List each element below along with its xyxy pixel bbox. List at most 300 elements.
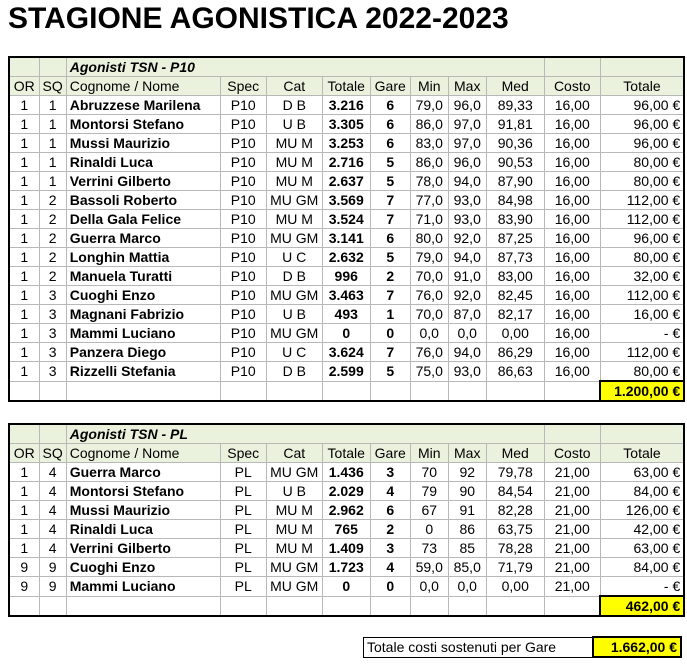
med-cell[interactable]: 87,73 (486, 248, 544, 267)
costo-cell[interactable]: 16,00 (544, 286, 600, 305)
cat-cell[interactable]: MU GM (266, 463, 322, 482)
gare-cell[interactable]: 7 (370, 286, 410, 305)
table-row[interactable] (9, 248, 684, 267)
cat-cell[interactable]: MU GM (266, 286, 322, 305)
costo-cell[interactable]: 21,00 (544, 539, 600, 558)
cell[interactable] (600, 57, 684, 77)
max-cell[interactable]: 93,0 (448, 191, 486, 210)
or-cell[interactable]: 1 (9, 267, 39, 286)
cat-cell[interactable]: MU M (266, 134, 322, 153)
total-eur-cell[interactable]: 80,00 € (600, 362, 684, 382)
cat-cell[interactable]: U B (266, 305, 322, 324)
med-cell[interactable]: 89,33 (486, 96, 544, 115)
cat-cell[interactable]: MU GM (266, 191, 322, 210)
min-cell[interactable]: 67 (410, 501, 448, 520)
gare-cell[interactable]: 4 (370, 558, 410, 577)
name-cell[interactable]: Mussi Maurizio (66, 134, 220, 153)
name-cell[interactable]: Longhin Mattia (66, 248, 220, 267)
spec-cell[interactable]: P10 (220, 134, 266, 153)
cell[interactable] (600, 424, 684, 444)
totale-cell[interactable]: 2.029 (322, 482, 370, 501)
gare-cell[interactable]: 3 (370, 463, 410, 482)
cell[interactable] (544, 381, 600, 401)
table-row[interactable] (9, 482, 684, 501)
or-cell[interactable]: 1 (9, 520, 39, 539)
gare-cell[interactable]: 0 (370, 577, 410, 597)
sq-cell[interactable]: 1 (39, 153, 66, 172)
max-cell[interactable]: 94,0 (448, 172, 486, 191)
cell[interactable] (486, 596, 544, 616)
or-cell[interactable]: 1 (9, 153, 39, 172)
med-cell[interactable]: 63,75 (486, 520, 544, 539)
max-cell[interactable]: 90 (448, 482, 486, 501)
total-eur-cell[interactable]: 42,00 € (600, 520, 684, 539)
cell[interactable] (66, 596, 220, 616)
max-cell[interactable]: 92,0 (448, 229, 486, 248)
cat-cell[interactable]: MU GM (266, 558, 322, 577)
med-cell[interactable]: 79,78 (486, 463, 544, 482)
cell[interactable] (448, 596, 486, 616)
gare-cell[interactable]: 6 (370, 115, 410, 134)
totale-cell[interactable]: 996 (322, 267, 370, 286)
cell[interactable] (220, 596, 266, 616)
table-row[interactable] (9, 210, 684, 229)
min-cell[interactable]: 75,0 (410, 362, 448, 382)
totale-cell[interactable]: 3.463 (322, 286, 370, 305)
max-cell[interactable]: 85,0 (448, 558, 486, 577)
spec-cell[interactable]: PL (220, 501, 266, 520)
costo-cell[interactable]: 16,00 (544, 362, 600, 382)
min-cell[interactable]: 86,0 (410, 115, 448, 134)
min-cell[interactable]: 79,0 (410, 96, 448, 115)
name-cell[interactable]: Verrini Gilberto (66, 172, 220, 191)
total-eur-cell[interactable]: - € (600, 577, 684, 597)
gare-cell[interactable]: 2 (370, 520, 410, 539)
sq-cell[interactable]: 2 (39, 267, 66, 286)
cell[interactable] (9, 57, 39, 77)
table-row[interactable] (9, 229, 684, 248)
med-cell[interactable]: 84,54 (486, 482, 544, 501)
cell[interactable] (39, 424, 66, 444)
gare-cell[interactable]: 6 (370, 134, 410, 153)
total-eur-cell[interactable]: 16,00 € (600, 305, 684, 324)
med-cell[interactable]: 90,53 (486, 153, 544, 172)
total-eur-cell[interactable]: - € (600, 324, 684, 343)
med-cell[interactable]: 86,63 (486, 362, 544, 382)
min-cell[interactable]: 83,0 (410, 134, 448, 153)
gare-cell[interactable]: 6 (370, 96, 410, 115)
min-cell[interactable]: 71,0 (410, 210, 448, 229)
or-cell[interactable]: 1 (9, 172, 39, 191)
max-cell[interactable]: 0,0 (448, 324, 486, 343)
spec-cell[interactable]: P10 (220, 172, 266, 191)
name-cell[interactable]: Mammi Luciano (66, 324, 220, 343)
table-row[interactable] (9, 305, 684, 324)
gare-cell[interactable]: 6 (370, 229, 410, 248)
spec-cell[interactable]: PL (220, 463, 266, 482)
costo-cell[interactable]: 16,00 (544, 191, 600, 210)
spec-cell[interactable]: P10 (220, 324, 266, 343)
or-cell[interactable]: 1 (9, 305, 39, 324)
totale-cell[interactable]: 0 (322, 577, 370, 597)
totale-cell[interactable]: 2.632 (322, 248, 370, 267)
spec-cell[interactable]: PL (220, 539, 266, 558)
table-row[interactable] (9, 343, 684, 362)
max-cell[interactable]: 92 (448, 463, 486, 482)
or-cell[interactable]: 1 (9, 286, 39, 305)
costo-cell[interactable]: 16,00 (544, 343, 600, 362)
cat-cell[interactable]: MU M (266, 501, 322, 520)
cat-cell[interactable]: MU M (266, 210, 322, 229)
med-cell[interactable]: 91,81 (486, 115, 544, 134)
sq-cell[interactable]: 4 (39, 501, 66, 520)
cell[interactable] (322, 596, 370, 616)
gare-cell[interactable]: 3 (370, 539, 410, 558)
costo-cell[interactable]: 16,00 (544, 134, 600, 153)
table-row[interactable] (9, 134, 684, 153)
gare-cell[interactable]: 7 (370, 343, 410, 362)
min-cell[interactable]: 86,0 (410, 153, 448, 172)
or-cell[interactable]: 9 (9, 558, 39, 577)
gare-cell[interactable]: 6 (370, 501, 410, 520)
min-cell[interactable]: 70,0 (410, 305, 448, 324)
table-row[interactable] (9, 96, 684, 115)
max-cell[interactable]: 93,0 (448, 210, 486, 229)
table-row[interactable] (9, 501, 684, 520)
cell[interactable] (39, 596, 66, 616)
or-cell[interactable]: 1 (9, 115, 39, 134)
name-cell[interactable]: Manuela Turatti (66, 267, 220, 286)
spec-cell[interactable]: P10 (220, 210, 266, 229)
total-eur-cell[interactable]: 80,00 € (600, 248, 684, 267)
sq-cell[interactable]: 9 (39, 577, 66, 597)
totale-cell[interactable]: 1.436 (322, 463, 370, 482)
sq-cell[interactable]: 4 (39, 520, 66, 539)
name-cell[interactable]: Rinaldi Luca (66, 153, 220, 172)
med-cell[interactable]: 87,25 (486, 229, 544, 248)
cat-cell[interactable]: MU M (266, 539, 322, 558)
cell[interactable] (322, 381, 370, 401)
or-cell[interactable]: 1 (9, 539, 39, 558)
table-row[interactable] (9, 463, 684, 482)
costo-cell[interactable]: 21,00 (544, 577, 600, 597)
or-cell[interactable]: 1 (9, 362, 39, 382)
name-cell[interactable]: Della Gala Felice (66, 210, 220, 229)
sq-cell[interactable]: 1 (39, 134, 66, 153)
name-cell[interactable]: Cuoghi Enzo (66, 558, 220, 577)
totale-cell[interactable]: 2.962 (322, 501, 370, 520)
spec-cell[interactable]: PL (220, 577, 266, 597)
min-cell[interactable]: 70 (410, 463, 448, 482)
med-cell[interactable]: 83,90 (486, 210, 544, 229)
name-cell[interactable]: Verrini Gilberto (66, 539, 220, 558)
costo-cell[interactable]: 16,00 (544, 229, 600, 248)
total-eur-cell[interactable]: 96,00 € (600, 96, 684, 115)
costo-cell[interactable]: 16,00 (544, 324, 600, 343)
gare-cell[interactable]: 2 (370, 267, 410, 286)
min-cell[interactable]: 79 (410, 482, 448, 501)
spec-cell[interactable]: P10 (220, 96, 266, 115)
or-cell[interactable]: 1 (9, 324, 39, 343)
table-row[interactable] (9, 286, 684, 305)
med-cell[interactable]: 0,00 (486, 324, 544, 343)
sq-cell[interactable]: 1 (39, 172, 66, 191)
min-cell[interactable]: 76,0 (410, 286, 448, 305)
total-eur-cell[interactable]: 63,00 € (600, 539, 684, 558)
table-row[interactable] (9, 267, 684, 286)
table-row[interactable] (9, 558, 684, 577)
max-cell[interactable]: 0,0 (448, 577, 486, 597)
min-cell[interactable]: 73 (410, 539, 448, 558)
max-cell[interactable]: 96,0 (448, 153, 486, 172)
or-cell[interactable]: 1 (9, 248, 39, 267)
costo-cell[interactable]: 16,00 (544, 248, 600, 267)
gare-cell[interactable]: 7 (370, 191, 410, 210)
min-cell[interactable]: 76,0 (410, 343, 448, 362)
max-cell[interactable]: 87,0 (448, 305, 486, 324)
totale-cell[interactable]: 3.253 (322, 134, 370, 153)
total-eur-cell[interactable]: 96,00 € (600, 134, 684, 153)
spec-cell[interactable]: PL (220, 520, 266, 539)
gare-cell[interactable]: 7 (370, 210, 410, 229)
med-cell[interactable]: 71,79 (486, 558, 544, 577)
sq-cell[interactable]: 2 (39, 210, 66, 229)
max-cell[interactable]: 91 (448, 501, 486, 520)
cell[interactable] (266, 596, 322, 616)
or-cell[interactable]: 1 (9, 134, 39, 153)
name-cell[interactable]: Montorsi Stefano (66, 482, 220, 501)
totale-cell[interactable]: 3.216 (322, 96, 370, 115)
cat-cell[interactable]: MU GM (266, 577, 322, 597)
cell[interactable] (266, 381, 322, 401)
totale-cell[interactable]: 765 (322, 520, 370, 539)
sq-cell[interactable]: 4 (39, 482, 66, 501)
table-row[interactable] (9, 115, 684, 134)
gare-cell[interactable]: 5 (370, 362, 410, 382)
min-cell[interactable]: 80,0 (410, 229, 448, 248)
table-row[interactable] (9, 577, 684, 597)
cat-cell[interactable]: D B (266, 96, 322, 115)
gare-cell[interactable]: 5 (370, 248, 410, 267)
cat-cell[interactable]: D B (266, 267, 322, 286)
totale-cell[interactable]: 3.524 (322, 210, 370, 229)
max-cell[interactable]: 92,0 (448, 286, 486, 305)
cat-cell[interactable]: MU M (266, 153, 322, 172)
min-cell[interactable]: 77,0 (410, 191, 448, 210)
sq-cell[interactable]: 2 (39, 191, 66, 210)
table-row[interactable] (9, 191, 684, 210)
costo-cell[interactable]: 16,00 (544, 172, 600, 191)
cell[interactable] (486, 381, 544, 401)
cell[interactable] (9, 424, 39, 444)
min-cell[interactable]: 0 (410, 520, 448, 539)
name-cell[interactable]: Abruzzese Marilena (66, 96, 220, 115)
totale-cell[interactable]: 3.569 (322, 191, 370, 210)
max-cell[interactable]: 94,0 (448, 248, 486, 267)
med-cell[interactable]: 82,17 (486, 305, 544, 324)
total-eur-cell[interactable]: 96,00 € (600, 115, 684, 134)
cell[interactable] (66, 381, 220, 401)
max-cell[interactable]: 97,0 (448, 115, 486, 134)
max-cell[interactable]: 96,0 (448, 96, 486, 115)
cat-cell[interactable]: U C (266, 343, 322, 362)
total-eur-cell[interactable]: 112,00 € (600, 191, 684, 210)
spec-cell[interactable]: P10 (220, 191, 266, 210)
med-cell[interactable]: 90,36 (486, 134, 544, 153)
min-cell[interactable]: 70,0 (410, 267, 448, 286)
total-eur-cell[interactable]: 112,00 € (600, 343, 684, 362)
totale-cell[interactable]: 3.141 (322, 229, 370, 248)
table-row[interactable] (9, 172, 684, 191)
max-cell[interactable]: 93,0 (448, 362, 486, 382)
spec-cell[interactable]: P10 (220, 305, 266, 324)
name-cell[interactable]: Panzera Diego (66, 343, 220, 362)
name-cell[interactable]: Cuoghi Enzo (66, 286, 220, 305)
spec-cell[interactable]: P10 (220, 362, 266, 382)
totale-cell[interactable]: 3.624 (322, 343, 370, 362)
med-cell[interactable]: 0,00 (486, 577, 544, 597)
med-cell[interactable]: 84,98 (486, 191, 544, 210)
spec-cell[interactable]: P10 (220, 248, 266, 267)
or-cell[interactable]: 1 (9, 343, 39, 362)
total-eur-cell[interactable]: 112,00 € (600, 210, 684, 229)
cat-cell[interactable]: MU GM (266, 229, 322, 248)
table-row[interactable] (9, 362, 684, 382)
costo-cell[interactable]: 16,00 (544, 267, 600, 286)
sq-cell[interactable]: 4 (39, 463, 66, 482)
or-cell[interactable]: 1 (9, 96, 39, 115)
spec-cell[interactable]: P10 (220, 115, 266, 134)
or-cell[interactable]: 1 (9, 463, 39, 482)
sq-cell[interactable]: 4 (39, 539, 66, 558)
med-cell[interactable]: 87,90 (486, 172, 544, 191)
med-cell[interactable]: 83,00 (486, 267, 544, 286)
min-cell[interactable]: 79,0 (410, 248, 448, 267)
name-cell[interactable]: Montorsi Stefano (66, 115, 220, 134)
cell[interactable] (448, 381, 486, 401)
or-cell[interactable]: 9 (9, 577, 39, 597)
med-cell[interactable]: 86,29 (486, 343, 544, 362)
sq-cell[interactable]: 3 (39, 305, 66, 324)
table-row[interactable] (9, 153, 684, 172)
sq-cell[interactable]: 2 (39, 229, 66, 248)
min-cell[interactable]: 78,0 (410, 172, 448, 191)
totale-cell[interactable]: 2.637 (322, 172, 370, 191)
name-cell[interactable]: Rinaldi Luca (66, 520, 220, 539)
costo-cell[interactable]: 21,00 (544, 463, 600, 482)
costo-cell[interactable]: 16,00 (544, 153, 600, 172)
cell[interactable] (370, 596, 410, 616)
or-cell[interactable]: 1 (9, 191, 39, 210)
sq-cell[interactable]: 1 (39, 96, 66, 115)
costo-cell[interactable]: 21,00 (544, 520, 600, 539)
gare-cell[interactable]: 1 (370, 305, 410, 324)
cat-cell[interactable]: MU M (266, 172, 322, 191)
min-cell[interactable]: 59,0 (410, 558, 448, 577)
max-cell[interactable]: 94,0 (448, 343, 486, 362)
cat-cell[interactable]: U C (266, 248, 322, 267)
sq-cell[interactable]: 3 (39, 362, 66, 382)
cell[interactable] (39, 57, 66, 77)
cat-cell[interactable]: MU M (266, 520, 322, 539)
name-cell[interactable]: Mussi Maurizio (66, 501, 220, 520)
total-eur-cell[interactable]: 112,00 € (600, 286, 684, 305)
totale-cell[interactable]: 0 (322, 324, 370, 343)
name-cell[interactable]: Magnani Fabrizio (66, 305, 220, 324)
max-cell[interactable]: 91,0 (448, 267, 486, 286)
totale-cell[interactable]: 2.716 (322, 153, 370, 172)
name-cell[interactable]: Bassoli Roberto (66, 191, 220, 210)
gare-cell[interactable]: 5 (370, 153, 410, 172)
total-eur-cell[interactable]: 63,00 € (600, 463, 684, 482)
totale-cell[interactable]: 493 (322, 305, 370, 324)
sq-cell[interactable]: 2 (39, 248, 66, 267)
spec-cell[interactable]: PL (220, 558, 266, 577)
or-cell[interactable]: 1 (9, 210, 39, 229)
name-cell[interactable]: Guerra Marco (66, 463, 220, 482)
name-cell[interactable]: Rizzelli Stefania (66, 362, 220, 382)
table-row[interactable] (9, 520, 684, 539)
total-eur-cell[interactable]: 32,00 € (600, 267, 684, 286)
gare-cell[interactable]: 4 (370, 482, 410, 501)
cell[interactable] (39, 381, 66, 401)
spec-cell[interactable]: PL (220, 482, 266, 501)
costo-cell[interactable]: 21,00 (544, 558, 600, 577)
med-cell[interactable]: 82,45 (486, 286, 544, 305)
sq-cell[interactable]: 3 (39, 286, 66, 305)
max-cell[interactable]: 86 (448, 520, 486, 539)
costo-cell[interactable]: 16,00 (544, 115, 600, 134)
cell[interactable] (220, 381, 266, 401)
min-cell[interactable]: 0,0 (410, 324, 448, 343)
totale-cell[interactable]: 2.599 (322, 362, 370, 382)
max-cell[interactable]: 85 (448, 539, 486, 558)
spec-cell[interactable]: P10 (220, 286, 266, 305)
cell[interactable] (544, 57, 600, 77)
table-row[interactable] (9, 539, 684, 558)
spec-cell[interactable]: P10 (220, 153, 266, 172)
spec-cell[interactable]: P10 (220, 267, 266, 286)
cat-cell[interactable]: MU GM (266, 324, 322, 343)
totale-cell[interactable]: 3.305 (322, 115, 370, 134)
cell[interactable] (9, 381, 39, 401)
cell[interactable] (9, 596, 39, 616)
sq-cell[interactable]: 3 (39, 324, 66, 343)
med-cell[interactable]: 82,28 (486, 501, 544, 520)
cell[interactable] (544, 424, 600, 444)
costo-cell[interactable]: 16,00 (544, 305, 600, 324)
totale-cell[interactable]: 1.409 (322, 539, 370, 558)
total-eur-cell[interactable]: 84,00 € (600, 482, 684, 501)
sq-cell[interactable]: 1 (39, 115, 66, 134)
cell[interactable] (370, 381, 410, 401)
or-cell[interactable]: 1 (9, 482, 39, 501)
or-cell[interactable]: 1 (9, 229, 39, 248)
cell[interactable] (410, 381, 448, 401)
name-cell[interactable]: Mammi Luciano (66, 577, 220, 597)
total-eur-cell[interactable]: 96,00 € (600, 229, 684, 248)
max-cell[interactable]: 97,0 (448, 134, 486, 153)
table-row[interactable] (9, 324, 684, 343)
spec-cell[interactable]: P10 (220, 229, 266, 248)
cat-cell[interactable]: U B (266, 115, 322, 134)
cat-cell[interactable]: U B (266, 482, 322, 501)
sq-cell[interactable]: 3 (39, 343, 66, 362)
costo-cell[interactable]: 16,00 (544, 210, 600, 229)
or-cell[interactable]: 1 (9, 501, 39, 520)
gare-cell[interactable]: 5 (370, 172, 410, 191)
cell[interactable] (544, 596, 600, 616)
